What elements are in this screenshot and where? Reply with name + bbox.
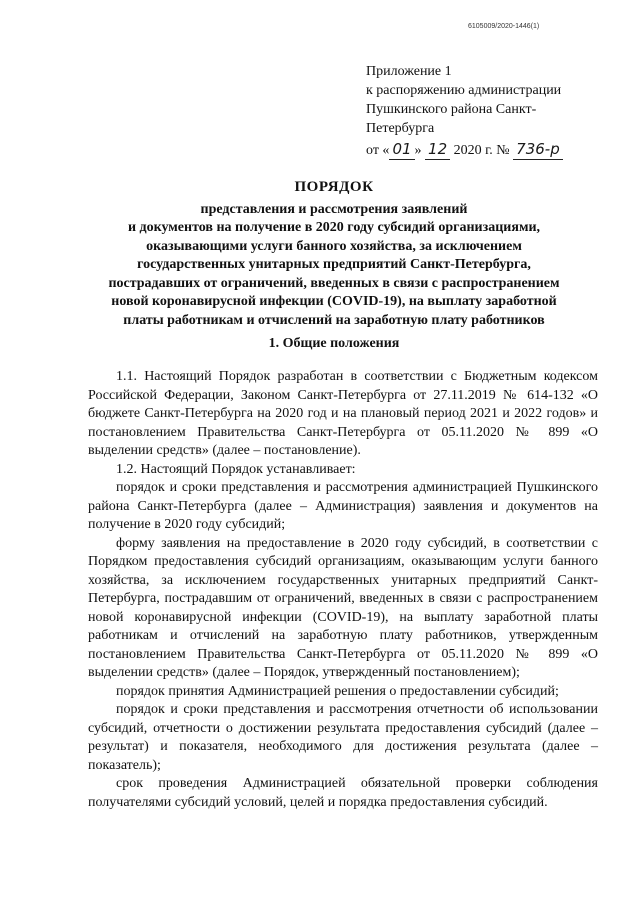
appendix-block xyxy=(366,62,606,160)
paragraph: 1.2. Настоящий Порядок устанавливает: xyxy=(116,461,356,477)
section-heading: 1. Общие положения xyxy=(268,336,400,351)
appendix-line: Петербурга xyxy=(366,121,435,136)
document-id: 6105009/2020-1446(1) xyxy=(468,23,540,30)
handwritten-day: 01 xyxy=(389,140,414,160)
title-line: представления и рассмотрения заявлений xyxy=(200,201,468,217)
paragraph: срок проведения Администрацией обязательной проверки соблюдения получателями субсидий условий, целей и порядка предоставления субсидий. xyxy=(88,776,598,810)
paragraph: форму заявления на предоставление в 2020 году субсидий, в соответствии с Порядком предоставления субсидий организациям, оказывающим услуги банного хозяйства, за исключением государственных унитарных предприятий Санкт-Петербурга, пострадавшим от ограничений, введенных в связи с распространением новой коронавирусной инфекции (COVID-19), на выплату заработной платы работникам и отчислений на заработную плату работников, утвержденным постановлением Правительства Санкт-Петербурга от 05.11.2020 № 899 «О выделении средств» (далее – Порядок, утвержденный постановлением); xyxy=(88,535,598,680)
appendix-line: к распоряжению администрации xyxy=(366,83,562,98)
appendix-line: Пушкинского района Санкт- xyxy=(366,102,537,117)
appendix-line: Приложение 1 xyxy=(366,64,452,79)
order-date-line xyxy=(366,140,606,160)
section-body xyxy=(88,368,598,812)
paragraph: 1.1. Настоящий Порядок разработан в соответствии с Бюджетным кодексом Российской Федерации, Законом Санкт-Петербурга от 27.11.2019 № 614-132 «О бюджете Санкт-Петербурга на 2020 год и на плановый период 2021 и 2022 годов» и постановлением Правительства Санкт-Петербурга от 05.11.2020 № 899 «О выделении средств» (далее – постановление). xyxy=(88,369,598,458)
handwritten-month: 12 xyxy=(425,140,450,160)
document-title xyxy=(70,178,598,330)
paragraph: порядок и сроки представления и рассмотрения администрацией Пушкинского района Санкт-Петербурга (далее – Администрация) заявления и документов на получение в 2020 году субсидий; xyxy=(88,480,598,532)
title-line: и документов на получение в 2020 году субсидий организациями, xyxy=(127,220,541,235)
title-line: государственных унитарных предприятий Санкт-Петербурга, xyxy=(137,257,531,272)
paragraph: порядок и сроки представления и рассмотрения отчетности об использовании субсидий, отчетности о достижении результата предоставления субсидий (далее – результат) и показателя, необходимого для достижения результата (далее – показатель); xyxy=(88,702,598,773)
handwritten-order-number: 736-р xyxy=(513,140,563,160)
date-mid: » xyxy=(414,143,422,158)
title-line: пострадавших от ограничений, введенных в связи с распространением xyxy=(108,275,560,291)
title-line: новой коронавирусной инфекции (COVID-19), на выплату заработной xyxy=(111,294,557,309)
year-text: 2020 г. № xyxy=(453,143,510,158)
paragraph: порядок принятия Администрацией решения о предоставлении субсидий; xyxy=(116,683,559,699)
date-prefix: от « xyxy=(366,143,390,158)
title-main: ПОРЯДОК xyxy=(294,179,374,195)
title-line: платы работникам и отчислений на заработную плату работников xyxy=(123,312,545,328)
title-line: оказывающими услуги банного хозяйства, за исключением xyxy=(146,238,522,254)
